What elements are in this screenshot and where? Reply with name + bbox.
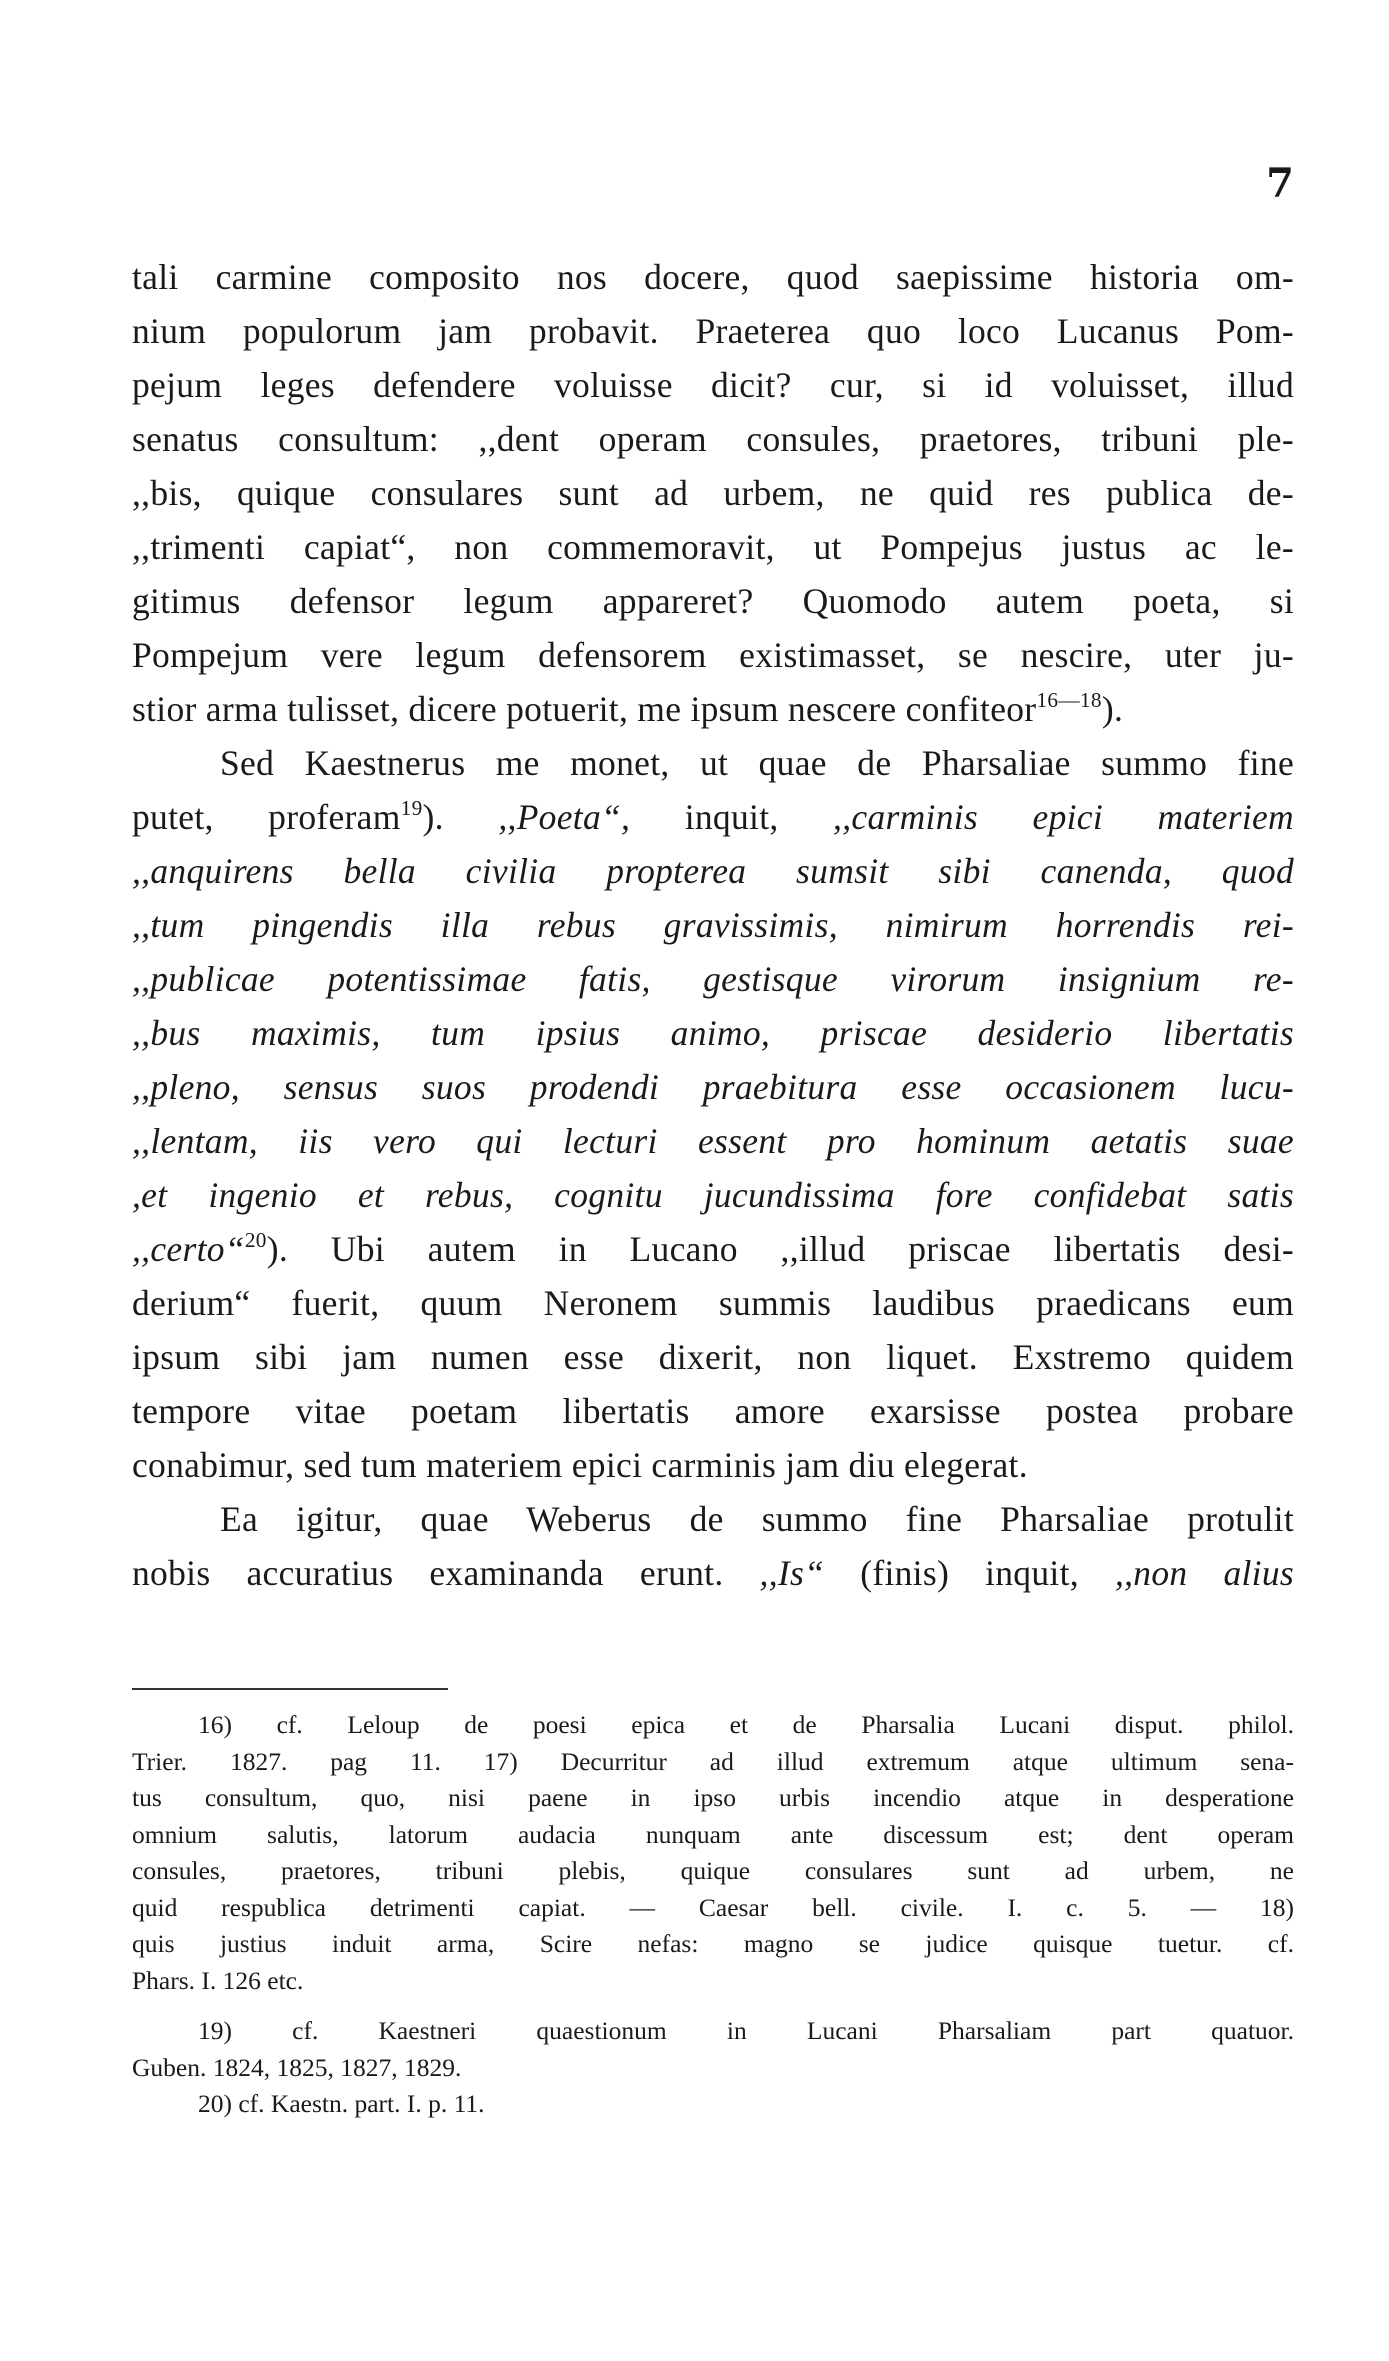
footnote-line: tus consultum, quo, nisi paene in ipso urbis incendio atque in desperatione xyxy=(132,1783,1294,1812)
text-line: tempore vitae poetam libertatis amore exarsisse postea probare xyxy=(132,1391,1294,1431)
page-number: 7 xyxy=(1266,160,1294,207)
footnote-line: Guben. 1824, 1825, 1827, 1829. xyxy=(132,2052,462,2082)
footnote-line: quis justius induit arma, Scire nefas: magno se judice quisque tuetur. cf. xyxy=(132,1929,1294,1958)
text-line: ,,tum pingendis illa rebus gravissimis, nimirum horrendis rei- xyxy=(132,905,1294,945)
text-line: nium populorum jam probavit. Praeterea quo loco Lucanus Pom- xyxy=(132,311,1294,351)
text-line: nobis accuratius examinanda erunt. ,,Is“ (finis) inquit, ,,non alius xyxy=(132,1553,1295,1593)
footnote-line: 20) cf. Kaestn. part. I. p. 11. xyxy=(198,2089,485,2118)
footnote-line: consules, praetores, tribuni plebis, quique consulares sunt ad urbem, ne xyxy=(132,1856,1294,1885)
text-line: ,et ingenio et rebus, cognitu jucundissima fore confidebat satis xyxy=(132,1175,1294,1215)
text-line: ipsum sibi jam numen esse dixerit, non liquet. Exstremo quidem xyxy=(132,1337,1294,1377)
footnote-line: Phars. I. 126 etc. xyxy=(132,1965,304,1995)
text-line: ,,pleno, sensus suos prodendi praebitura esse occasionem lucu- xyxy=(132,1067,1294,1107)
footnote-ref: 19 xyxy=(400,796,423,821)
text-line: derium“ fuerit, quum Neronem summis laudibus praedicans eum xyxy=(132,1283,1294,1323)
text-line: putet, proferam$^{19}$). ,,Poeta“, inquit, ,,carminis epici materiem xyxy=(132,796,1294,837)
text-line: senatus consultum: ,,dent operam consules, praetores, tribuni ple- xyxy=(132,419,1294,459)
text-line: pejum leges defendere voluisse dicit? cur, si id voluisset, illud xyxy=(132,365,1294,405)
footnote-line: quid respublica detrimenti capiat. — Caesar bell. civile. I. c. 5. — 18) xyxy=(132,1892,1294,1922)
text-line: ,,bus maximis, tum ipsius animo, priscae desiderio libertatis xyxy=(132,1013,1294,1053)
text-line: Pompejum vere legum defensorem existimasset, se nescire, uter ju- xyxy=(132,635,1294,675)
text-line: Sed Kaestnerus me monet, ut quae de Pharsaliae summo fine xyxy=(220,743,1294,783)
text-line: ,,trimenti capiat“, non commemoravit, ut Pompejus justus ac le- xyxy=(132,527,1294,567)
footnote-line: omnium salutis, latorum audacia nunquam ante discessum est; dent operam xyxy=(132,1819,1294,1849)
main-text xyxy=(132,250,1294,1600)
text-line: ,,anquirens bella civilia propterea sumsit sibi canenda, quod xyxy=(132,851,1294,891)
text-line: stior arma tulisset, dicere potuerit, me ipsum nescere confiteor$^{16—18}$). xyxy=(132,688,1124,729)
footnote-divider xyxy=(132,1688,448,1690)
footnote-line: Trier. 1827. pag 11. 17) Decurritur ad illud extremum atque ultimum sena- xyxy=(132,1746,1294,1776)
footnote-line: 19) cf. Kaestneri quaestionum in Lucani Pharsaliam part quatuor. xyxy=(198,2016,1294,2045)
text-line: ,,certo“$^{20}$). Ubi autem in Lucano ,,illud priscae libertatis desi- xyxy=(132,1228,1294,1269)
text-line: ,,lentam, iis vero qui lecturi essent pro hominum aetatis suae xyxy=(132,1121,1294,1161)
text-line: tali carmine composito nos docere, quod saepissime historia om- xyxy=(132,257,1294,297)
footnote-line: 16) cf. Leloup de poesi epica et de Pharsalia Lucani disput. philol. xyxy=(198,1710,1294,1739)
text-line: ,,publicae potentissimae fatis, gestisque virorum insignium re- xyxy=(132,959,1294,999)
footnote-ref: 16—18 xyxy=(1036,688,1102,713)
text-line: gitimus defensor legum appareret? Quomodo autem poeta, si xyxy=(132,581,1294,621)
text-line: Ea igitur, quae Weberus de summo fine Pharsaliae protulit xyxy=(220,1499,1294,1539)
footnotes xyxy=(132,1707,1294,2123)
text-line: conabimur, sed tum materiem epici carminis jam diu elegerat. xyxy=(132,1445,1028,1485)
footnote-ref: 20 xyxy=(244,1228,267,1253)
text-line: ,,bis, quique consulares sunt ad urbem, ne quid res publica de- xyxy=(132,473,1294,513)
